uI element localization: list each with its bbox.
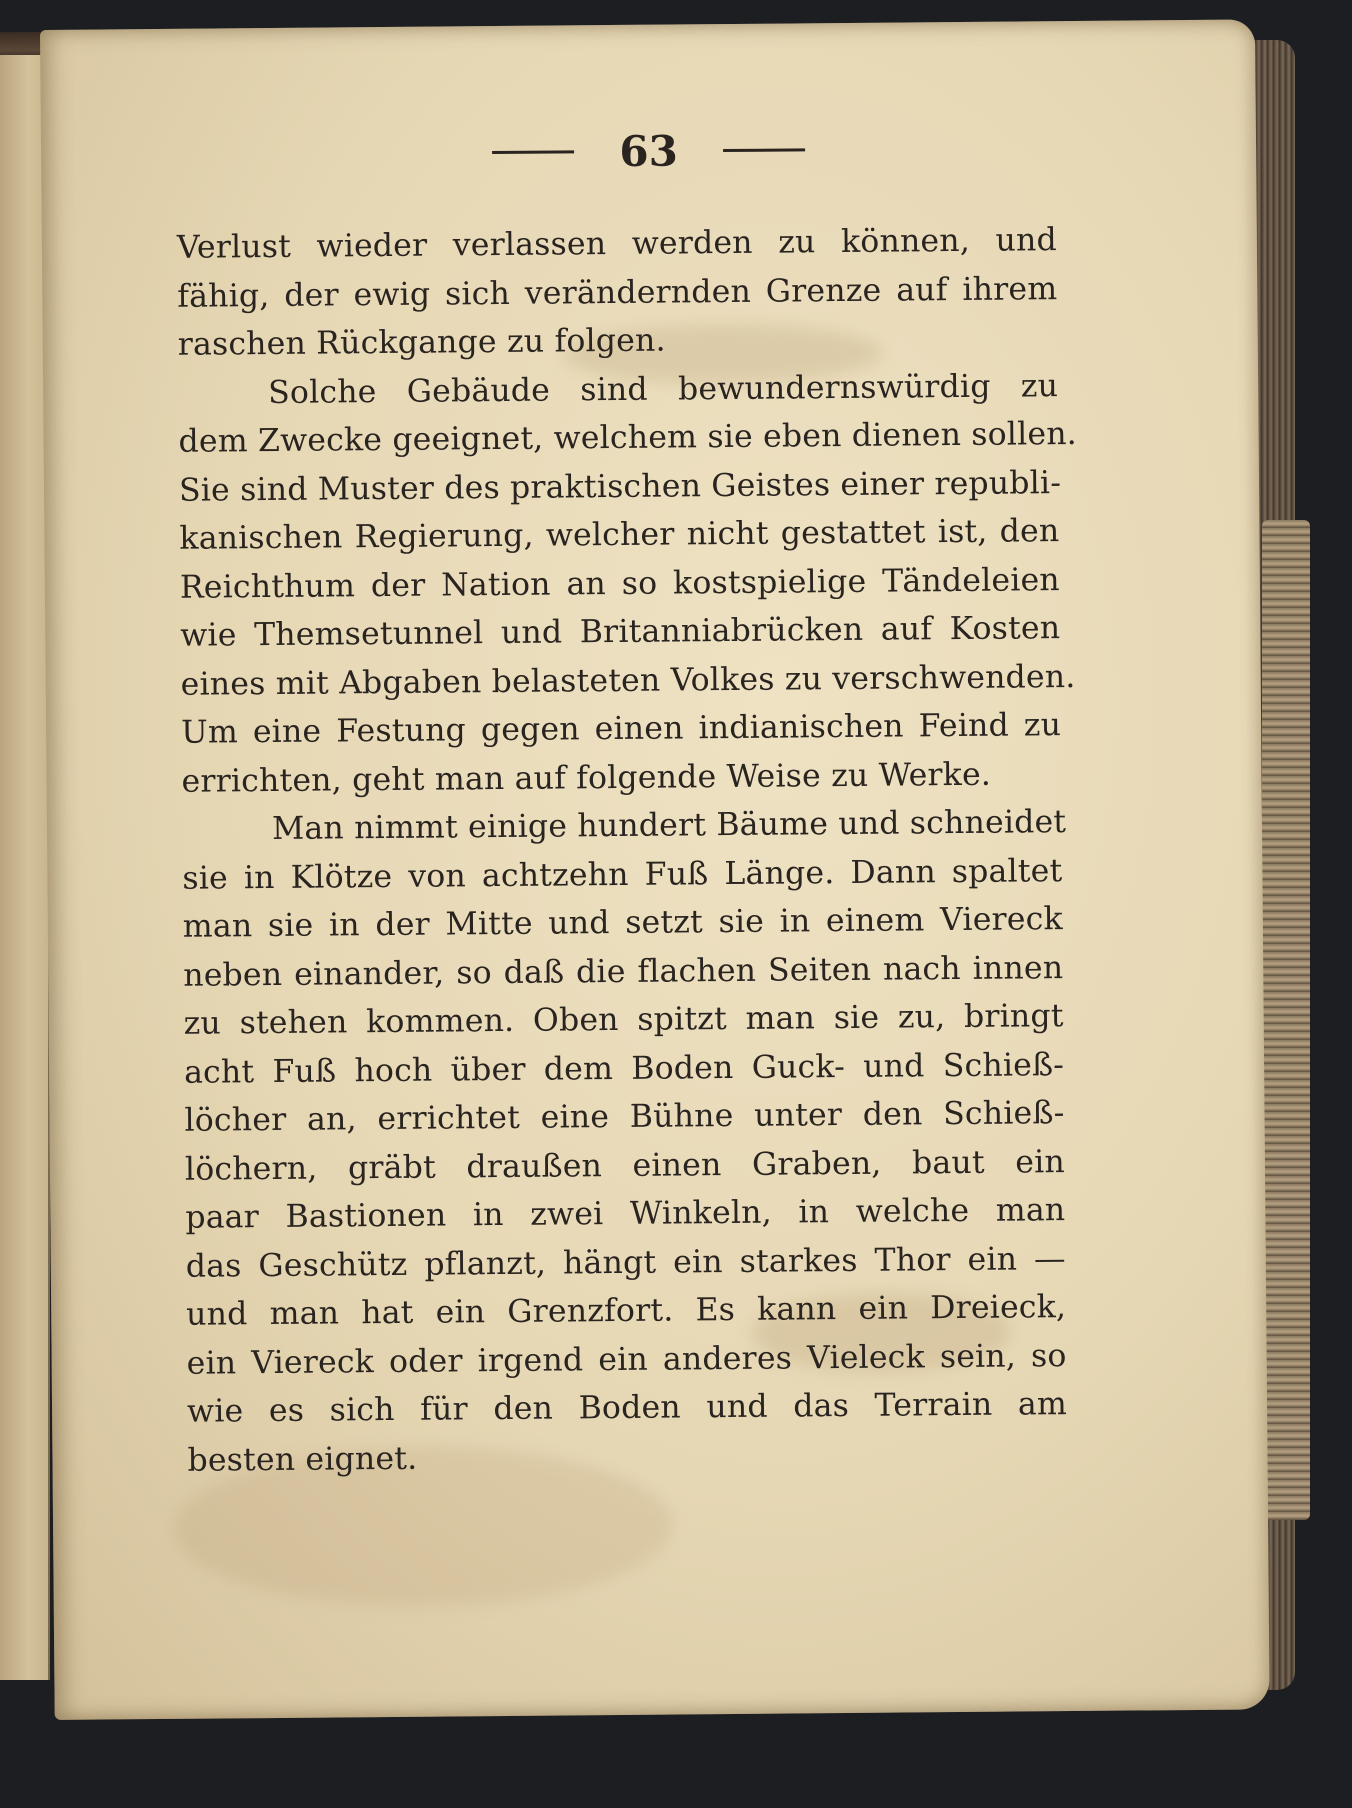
text-line: Reichthum der Nation an so kostspielige Tändeleien bbox=[179, 561, 1060, 606]
text-line: Sie sind Muster des praktischen Geistes einer republi- bbox=[178, 464, 1062, 509]
paragraph bbox=[178, 362, 1078, 806]
text-line: Man nimmt einige hundert Bäume und schneidet bbox=[271, 804, 1067, 848]
header-dash-left bbox=[492, 150, 574, 154]
text-line: eines mit Abgaben belasteten Volkes zu verschwenden. bbox=[180, 658, 1076, 703]
text-line: wie Themsetunnel und Britanniabrücken auf Kosten bbox=[180, 610, 1061, 654]
text-line: acht Fuß hoch über dem Boden Guck- und Schieß- bbox=[183, 1046, 1065, 1091]
text-line: ein Viereck oder irgend ein anderes Vieleck sein, so bbox=[186, 1337, 1067, 1382]
text-line: das Geschütz pflanzt, hängt ein starkes Thor ein — bbox=[185, 1240, 1066, 1285]
body-text bbox=[176, 216, 1078, 1485]
text-line: errichten, geht man auf folgende Weise zu Werke. bbox=[181, 756, 992, 800]
text-line: Verlust wieder verlassen werden zu können, und bbox=[176, 222, 1058, 266]
text-line: kanischen Regierung, welcher nicht gestattet ist, den bbox=[179, 513, 1060, 557]
header-dash-right bbox=[723, 148, 805, 152]
text-line: raschen Rückgange zu folgen. bbox=[177, 322, 666, 363]
frayed-page-edges bbox=[1262, 520, 1310, 1520]
text-line: sie in Klötze von achtzehn Fuß Länge. Dann spaltet bbox=[182, 852, 1063, 897]
page-number: 63 bbox=[619, 126, 679, 176]
text-line: paar Bastionen in zwei Winkeln, in welche man bbox=[185, 1192, 1066, 1236]
text-line: löcher an, errichtet eine Bühne unter den Schieß- bbox=[184, 1095, 1065, 1139]
text-line: zu stehen kommen. Oben spitzt man sie zu, bringt bbox=[183, 998, 1064, 1042]
paragraph bbox=[177, 216, 1058, 369]
text-line: löchern, gräbt draußen einen Graben, baut ein bbox=[184, 1143, 1066, 1188]
text-line: fähig, der ewig sich verändernden Grenze auf ihrem bbox=[177, 270, 1058, 315]
text-line: man sie in der Mitte und setzt sie in einem Viereck bbox=[182, 901, 1063, 945]
text-line: Um eine Festung gegen einen indianischen Feind zu bbox=[180, 707, 1062, 751]
text-line: und man hat ein Grenzfort. Es kann ein Dreieck, bbox=[186, 1289, 1067, 1333]
text-line: besten eignet. bbox=[187, 1440, 418, 1479]
paragraph bbox=[182, 798, 1068, 1485]
text-line: Solche Gebäude sind bewundernswürdig zu bbox=[268, 367, 1059, 411]
text-line: wie es sich für den Boden und das Terrain am bbox=[186, 1386, 1068, 1430]
page-header bbox=[41, 121, 1256, 181]
text-line: dem Zwecke geeignet, welchem sie eben dienen sollen. bbox=[178, 415, 1078, 460]
book-page bbox=[40, 19, 1270, 1720]
text-line: neben einander, so daß die flachen Seiten nach innen bbox=[183, 949, 1064, 994]
